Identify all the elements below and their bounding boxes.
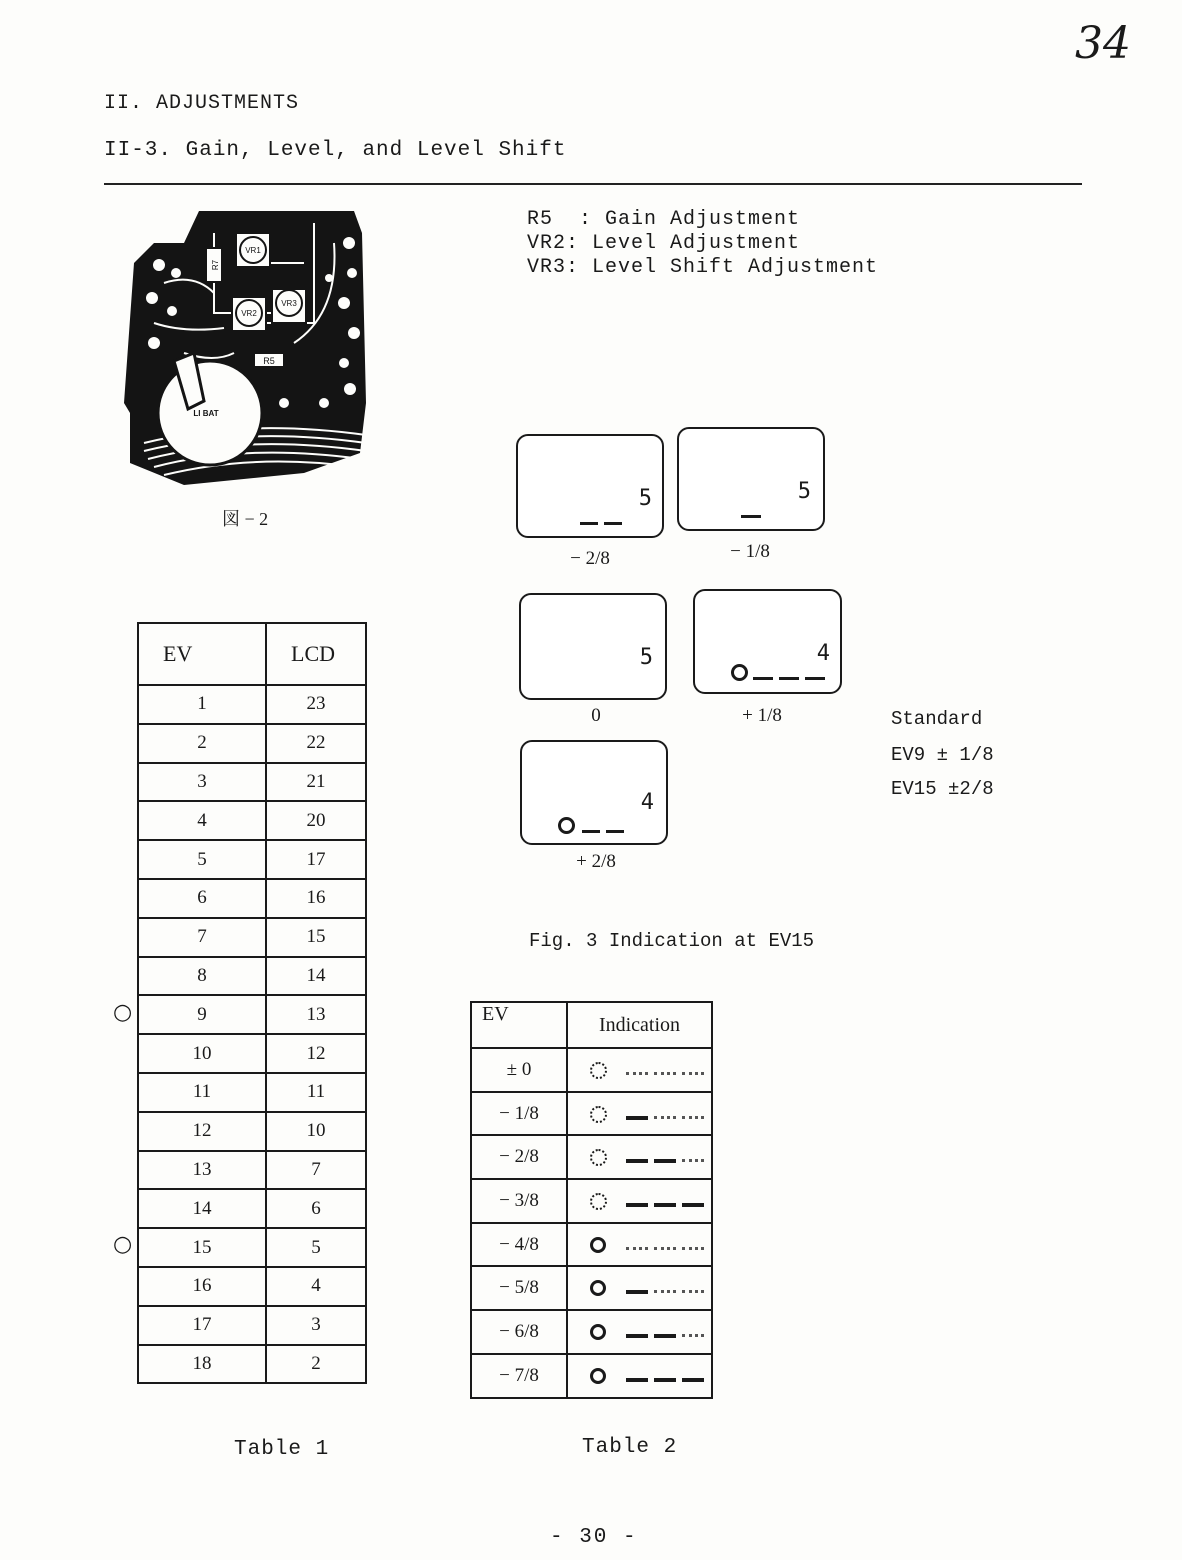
table-row <box>138 918 366 957</box>
section-title: II. ADJUSTMENTS <box>104 92 300 115</box>
ev-cell: − 4/8 <box>471 1223 567 1267</box>
indication-cell <box>567 1223 712 1267</box>
table-row <box>138 957 366 996</box>
indication-cell <box>567 1179 712 1223</box>
ev-cell: 8 <box>138 957 266 996</box>
lcd-cell: 11 <box>266 1073 366 1112</box>
lcd-bar <box>582 830 600 833</box>
ev-cell: − 6/8 <box>471 1310 567 1354</box>
lcd-ring-icon <box>558 817 575 834</box>
ev-cell: − 7/8 <box>471 1354 567 1398</box>
lcd-cell: 7 <box>266 1151 366 1190</box>
ev-cell: 6 <box>138 879 266 918</box>
lcd-segment <box>682 1116 704 1119</box>
lcd-cell: 22 <box>266 724 366 763</box>
indication-graphic <box>568 1268 711 1308</box>
svg-text:VR1: VR1 <box>245 246 261 255</box>
lcd-segment <box>682 1378 704 1382</box>
table-row <box>471 1048 712 1092</box>
lcd-segment <box>626 1247 648 1250</box>
indication-graphic <box>568 1312 711 1352</box>
indication-cell <box>567 1048 712 1092</box>
lcd-bar <box>580 522 598 525</box>
table-row <box>138 1306 366 1345</box>
lcd-cell: 23 <box>266 685 366 724</box>
lcd-ring-icon <box>590 1368 606 1384</box>
ev-cell: 11 <box>138 1073 266 1112</box>
lcd-bar <box>741 515 761 518</box>
table-row <box>138 1151 366 1190</box>
table-row <box>138 763 366 802</box>
lcd-segment <box>654 1247 676 1250</box>
adjustment-legend <box>527 208 878 280</box>
indication-cell <box>567 1354 712 1398</box>
standard-marker: ○ <box>113 1231 133 1257</box>
lcd-ring-icon <box>590 1062 607 1079</box>
ev-cell: 4 <box>138 801 266 840</box>
lcd-segment <box>682 1334 704 1337</box>
table-row <box>138 1073 366 1112</box>
lcd-bar <box>753 677 773 680</box>
lcd-digit: 5 <box>797 479 811 504</box>
table1-header-lcd: LCD <box>266 623 366 685</box>
standard-line-ev15: EV15 ±2/8 <box>891 778 994 800</box>
lcd-cell: 10 <box>266 1112 366 1151</box>
lcd-cell: 12 <box>266 1034 366 1073</box>
table-row <box>471 1266 712 1310</box>
ev-cell: 9 <box>138 995 266 1034</box>
lcd-segment <box>654 1159 676 1163</box>
standard-title: Standard <box>891 708 983 730</box>
standard-marker: ○ <box>113 999 133 1025</box>
table2-header-ev: EV <box>471 1002 567 1048</box>
lcd-cell: 13 <box>266 995 366 1034</box>
lcd-display-plus-1-8 <box>693 589 842 694</box>
svg-text:R5: R5 <box>263 356 275 366</box>
lcd-display-plus-2-8 <box>520 740 668 845</box>
ev-cell: 10 <box>138 1034 266 1073</box>
lcd-bar <box>779 677 799 680</box>
table-row <box>138 801 366 840</box>
table1-ev-lcd <box>137 622 367 1384</box>
standard-line-ev9: EV9 ± 1/8 <box>891 744 994 766</box>
footer-page-number: - 30 - <box>550 1526 638 1549</box>
lcd-cell: 14 <box>266 957 366 996</box>
lcd-segment <box>654 1290 676 1293</box>
lcd-ring-icon <box>590 1193 607 1210</box>
svg-text:R7: R7 <box>211 259 220 271</box>
lcd-cell: 17 <box>266 840 366 879</box>
legend-item-vr3: VR3: Level Shift Adjustment <box>527 256 879 279</box>
figure2-caption: 図 − 2 <box>222 509 269 529</box>
lcd-ring-icon <box>590 1237 606 1253</box>
lcd-segment <box>682 1159 704 1162</box>
indication-cell <box>567 1310 712 1354</box>
lcd-segment <box>654 1378 676 1382</box>
lcd-ring-icon <box>590 1106 607 1123</box>
indication-graphic <box>568 1094 711 1134</box>
lcd-segment <box>626 1378 648 1382</box>
lcd-display-minus-1-8 <box>677 427 825 531</box>
lcd-bar <box>805 677 825 680</box>
lcd-digit: 5 <box>639 645 653 670</box>
lcd-cell: 15 <box>266 918 366 957</box>
figure3-caption: Fig. 3 Indication at EV15 <box>529 930 815 952</box>
ev-cell: 7 <box>138 918 266 957</box>
table2-header-indication: Indication <box>567 1002 712 1048</box>
indication-cell <box>567 1266 712 1310</box>
ev-cell: 3 <box>138 763 266 802</box>
lcd-label-minus-1-8: − 1/8 <box>730 541 770 562</box>
indication-graphic <box>568 1050 711 1090</box>
ev-cell: 14 <box>138 1189 266 1228</box>
lcd-cell: 5 <box>266 1228 366 1267</box>
table2-indication <box>470 1001 713 1399</box>
legend-item-vr2: VR2: Level Adjustment <box>527 232 801 255</box>
ev-cell: ± 0 <box>471 1048 567 1092</box>
lcd-label-minus-2-8: − 2/8 <box>570 548 610 569</box>
lcd-segment <box>626 1203 648 1207</box>
lcd-label-zero: 0 <box>591 705 601 726</box>
lcd-cell: 3 <box>266 1306 366 1345</box>
ev-cell: − 2/8 <box>471 1135 567 1179</box>
lcd-display-minus-2-8 <box>516 434 664 538</box>
lcd-segment <box>654 1072 676 1075</box>
indication-graphic <box>568 1137 711 1177</box>
table-row <box>471 1310 712 1354</box>
ev-cell: − 3/8 <box>471 1179 567 1223</box>
header-rule <box>104 183 1082 185</box>
table-row <box>138 1189 366 1228</box>
lcd-bar <box>604 522 622 525</box>
lcd-segment <box>626 1072 648 1075</box>
lcd-digit: 4 <box>816 641 830 666</box>
lcd-cell: 2 <box>266 1345 366 1384</box>
lcd-segment <box>626 1159 648 1163</box>
lcd-display-zero <box>519 593 667 700</box>
subsection-title: II-3. Gain, Level, and Level Shift <box>104 139 567 162</box>
lcd-cell: 20 <box>266 801 366 840</box>
indication-graphic <box>568 1225 711 1265</box>
table1-caption: Table 1 <box>234 1438 330 1461</box>
ev-cell: 17 <box>138 1306 266 1345</box>
indication-cell <box>567 1092 712 1136</box>
ev-cell: − 5/8 <box>471 1266 567 1310</box>
table-row <box>138 724 366 763</box>
table-row <box>138 1345 366 1384</box>
table2-caption: Table 2 <box>582 1436 678 1459</box>
circuit-board-illustration <box>124 203 370 491</box>
lcd-ring-icon <box>590 1324 606 1340</box>
lcd-segment <box>626 1116 648 1120</box>
table1-header-ev: EV <box>138 623 266 685</box>
lcd-segment <box>682 1203 704 1207</box>
lcd-label-plus-1-8: + 1/8 <box>742 705 782 726</box>
table-row <box>138 879 366 918</box>
lcd-segment <box>654 1116 676 1119</box>
ev-cell: 12 <box>138 1112 266 1151</box>
table-row <box>138 1267 366 1306</box>
table-row <box>471 1223 712 1267</box>
handwritten-page-number: 34 <box>1075 18 1131 69</box>
legend-item-r5: R5 : Gain Adjustment <box>527 208 801 231</box>
table-row <box>138 1112 366 1151</box>
lcd-segment <box>654 1203 676 1207</box>
table-row <box>138 1228 366 1267</box>
table-row <box>471 1135 712 1179</box>
lcd-digit: 5 <box>638 486 652 511</box>
table-row <box>471 1354 712 1398</box>
ev-cell: 15 <box>138 1228 266 1267</box>
lcd-segment <box>626 1290 648 1294</box>
lcd-ring-icon <box>731 664 748 681</box>
ev-cell: 1 <box>138 685 266 724</box>
lcd-segment <box>682 1290 704 1293</box>
lcd-segment <box>626 1334 648 1338</box>
table-row <box>138 995 366 1034</box>
lcd-segment <box>654 1334 676 1338</box>
svg-text:VR2: VR2 <box>241 309 257 318</box>
ev-cell: 5 <box>138 840 266 879</box>
table-row <box>138 840 366 879</box>
lcd-ring-icon <box>590 1280 606 1296</box>
ev-cell: 18 <box>138 1345 266 1384</box>
lcd-bar <box>606 830 624 833</box>
ev-cell: 16 <box>138 1267 266 1306</box>
table-row <box>471 1092 712 1136</box>
standard-spec <box>891 701 994 807</box>
svg-text:LI BAT: LI BAT <box>193 409 219 418</box>
lcd-cell: 16 <box>266 879 366 918</box>
indication-cell <box>567 1135 712 1179</box>
table-row <box>471 1179 712 1223</box>
lcd-cell: 6 <box>266 1189 366 1228</box>
lcd-digit: 4 <box>640 790 654 815</box>
lcd-segment <box>682 1247 704 1250</box>
table-row <box>138 685 366 724</box>
lcd-ring-icon <box>590 1149 607 1166</box>
lcd-cell: 21 <box>266 763 366 802</box>
lcd-segment <box>682 1072 704 1075</box>
lcd-label-plus-2-8: + 2/8 <box>576 851 616 872</box>
svg-text:VR3: VR3 <box>281 299 297 308</box>
ev-cell: − 1/8 <box>471 1092 567 1136</box>
indication-graphic <box>568 1181 711 1221</box>
ev-cell: 13 <box>138 1151 266 1190</box>
table-row <box>138 1034 366 1073</box>
indication-graphic <box>568 1356 711 1396</box>
lcd-cell: 4 <box>266 1267 366 1306</box>
ev-cell: 2 <box>138 724 266 763</box>
